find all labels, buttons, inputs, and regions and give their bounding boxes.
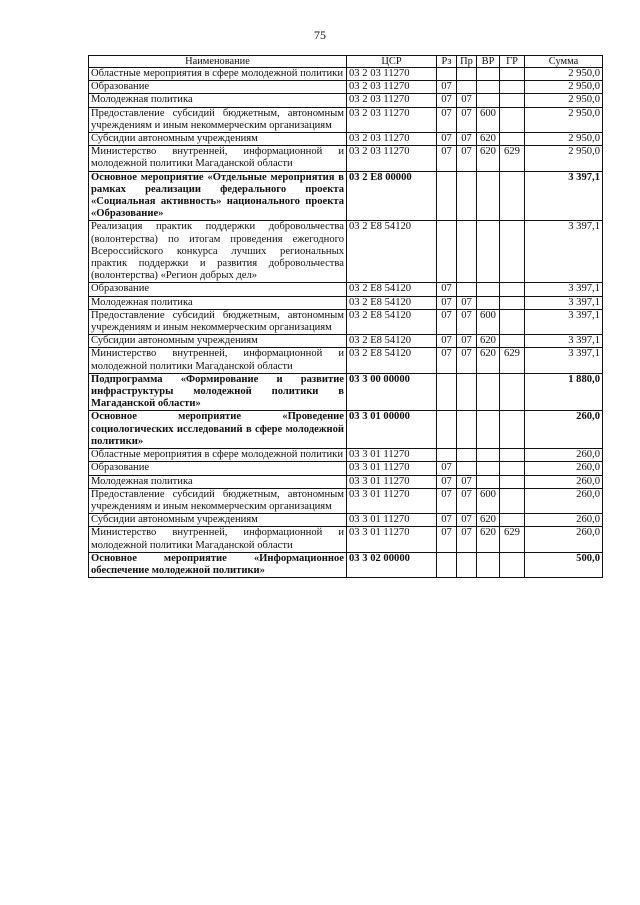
- table-body: [89, 68, 603, 578]
- row-rz-cell: [437, 221, 457, 283]
- row-sum-cell: 260,0: [525, 514, 603, 527]
- row-vr-cell: 600: [477, 309, 500, 334]
- row-rz-cell: 07: [437, 296, 457, 309]
- header-sum: Сумма: [525, 56, 603, 68]
- row-pr-cell: 07: [457, 309, 477, 334]
- row-csr-cell: 03 3 00 00000: [347, 373, 437, 411]
- row-sum-cell: 3 397,1: [525, 296, 603, 309]
- row-sum-cell: 500,0: [525, 552, 603, 577]
- row-sum-cell: 2 950,0: [525, 146, 603, 171]
- row-name-cell: Предоставление субсидий бюджетным, автономным учреждениям и иным некоммерческим организациям: [89, 488, 347, 513]
- row-sum-cell: 260,0: [525, 527, 603, 552]
- row-gr-cell: 629: [500, 527, 525, 552]
- row-pr-cell: 07: [457, 527, 477, 552]
- row-rz-cell: 07: [437, 488, 457, 513]
- row-vr-cell: 620: [477, 514, 500, 527]
- row-sum-cell: 2 950,0: [525, 94, 603, 107]
- row-name-cell: Министерство внутренней, информационной и молодежной политики Магаданской области: [89, 146, 347, 171]
- table-header-row: [89, 56, 603, 68]
- row-sum-cell: 1 880,0: [525, 373, 603, 411]
- table-row: [89, 335, 603, 348]
- row-rz-cell: [437, 373, 457, 411]
- row-pr-cell: 07: [457, 107, 477, 132]
- row-vr-cell: [477, 81, 500, 94]
- row-gr-cell: [500, 449, 525, 462]
- table-row: [89, 514, 603, 527]
- row-name-cell: Предоставление субсидий бюджетным, автономным учреждениям и иным некоммерческим организациям: [89, 309, 347, 334]
- row-name-cell: Основное мероприятие «Информационное обеспечение молодежной политики»: [89, 552, 347, 577]
- row-vr-cell: 620: [477, 348, 500, 373]
- row-name-cell: Основное мероприятие «Проведение социологических исследований в сфере молодежной политики»: [89, 411, 347, 449]
- row-gr-cell: [500, 133, 525, 146]
- row-pr-cell: 07: [457, 475, 477, 488]
- row-name-cell: Молодежная политика: [89, 475, 347, 488]
- row-sum-cell: 260,0: [525, 475, 603, 488]
- row-pr-cell: 07: [457, 146, 477, 171]
- row-rz-cell: 07: [437, 462, 457, 475]
- row-vr-cell: [477, 475, 500, 488]
- row-name-cell: Образование: [89, 81, 347, 94]
- row-csr-cell: 03 3 01 11270: [347, 488, 437, 513]
- row-gr-cell: [500, 335, 525, 348]
- table-row: [89, 348, 603, 373]
- row-gr-cell: [500, 514, 525, 527]
- row-rz-cell: 07: [437, 146, 457, 171]
- row-csr-cell: 03 2 03 11270: [347, 107, 437, 132]
- row-vr-cell: [477, 462, 500, 475]
- table-row: [89, 552, 603, 577]
- row-sum-cell: 260,0: [525, 462, 603, 475]
- table-row: [89, 68, 603, 81]
- row-csr-cell: 03 2 E8 54120: [347, 309, 437, 334]
- row-pr-cell: [457, 411, 477, 449]
- row-rz-cell: [437, 68, 457, 81]
- row-csr-cell: 03 2 E8 54120: [347, 221, 437, 283]
- row-gr-cell: [500, 221, 525, 283]
- row-gr-cell: [500, 171, 525, 221]
- row-gr-cell: [500, 68, 525, 81]
- header-name: Наименование: [89, 56, 347, 68]
- table-row: [89, 171, 603, 221]
- table-row: [89, 527, 603, 552]
- row-csr-cell: 03 2 E8 54120: [347, 296, 437, 309]
- row-name-cell: Областные мероприятия в сфере молодежной политики: [89, 68, 347, 81]
- row-pr-cell: [457, 283, 477, 296]
- header-pr: Пр: [457, 56, 477, 68]
- row-vr-cell: [477, 411, 500, 449]
- budget-table: [88, 55, 603, 578]
- row-pr-cell: 07: [457, 348, 477, 373]
- row-name-cell: Образование: [89, 283, 347, 296]
- row-name-cell: Субсидии автономным учреждениям: [89, 133, 347, 146]
- row-vr-cell: [477, 94, 500, 107]
- row-vr-cell: [477, 552, 500, 577]
- row-rz-cell: 07: [437, 133, 457, 146]
- row-pr-cell: [457, 449, 477, 462]
- row-csr-cell: 03 2 03 11270: [347, 68, 437, 81]
- row-sum-cell: 3 397,1: [525, 283, 603, 296]
- row-csr-cell: 03 2 03 11270: [347, 146, 437, 171]
- table-row: [89, 475, 603, 488]
- row-csr-cell: 03 2 E8 00000: [347, 171, 437, 221]
- row-vr-cell: [477, 449, 500, 462]
- row-sum-cell: 260,0: [525, 488, 603, 513]
- row-name-cell: Реализация практик поддержки добровольчества (волонтерства) по итогам проведения ежегодного Всероссийского конкурса лучших региональных практик поддержки и развития добровольчества (волонтерства) «Регион добрых дел»: [89, 221, 347, 283]
- row-rz-cell: 07: [437, 514, 457, 527]
- row-gr-cell: [500, 552, 525, 577]
- table-row: [89, 146, 603, 171]
- row-sum-cell: 2 950,0: [525, 133, 603, 146]
- row-name-cell: Образование: [89, 462, 347, 475]
- row-sum-cell: 3 397,1: [525, 171, 603, 221]
- row-csr-cell: 03 3 01 11270: [347, 462, 437, 475]
- row-sum-cell: 260,0: [525, 449, 603, 462]
- row-pr-cell: [457, 81, 477, 94]
- table-row: [89, 81, 603, 94]
- table-row: [89, 94, 603, 107]
- row-gr-cell: [500, 94, 525, 107]
- row-pr-cell: 07: [457, 488, 477, 513]
- row-name-cell: Министерство внутренней, информационной и молодежной политики Магаданской области: [89, 527, 347, 552]
- table-row: [89, 296, 603, 309]
- row-pr-cell: [457, 373, 477, 411]
- row-csr-cell: 03 2 03 11270: [347, 94, 437, 107]
- row-pr-cell: 07: [457, 94, 477, 107]
- table-row: [89, 283, 603, 296]
- row-csr-cell: 03 3 01 11270: [347, 527, 437, 552]
- row-rz-cell: [437, 411, 457, 449]
- table-row: [89, 373, 603, 411]
- row-gr-cell: 629: [500, 348, 525, 373]
- row-sum-cell: 3 397,1: [525, 335, 603, 348]
- row-vr-cell: 620: [477, 146, 500, 171]
- row-csr-cell: 03 3 01 00000: [347, 411, 437, 449]
- row-gr-cell: [500, 283, 525, 296]
- row-pr-cell: 07: [457, 296, 477, 309]
- row-gr-cell: [500, 373, 525, 411]
- row-vr-cell: [477, 373, 500, 411]
- table-row: [89, 411, 603, 449]
- row-csr-cell: 03 2 E8 54120: [347, 283, 437, 296]
- row-pr-cell: [457, 68, 477, 81]
- row-csr-cell: 03 2 E8 54120: [347, 348, 437, 373]
- row-csr-cell: 03 2 E8 54120: [347, 335, 437, 348]
- row-vr-cell: 600: [477, 488, 500, 513]
- row-name-cell: Основное мероприятие «Отдельные мероприятия в рамках реализации федерального проекта «Социальная активность» национального проекта «Образование»: [89, 171, 347, 221]
- row-name-cell: Предоставление субсидий бюджетным, автономным учреждениям и иным некоммерческим организациям: [89, 107, 347, 132]
- row-rz-cell: 07: [437, 348, 457, 373]
- row-rz-cell: 07: [437, 309, 457, 334]
- row-sum-cell: 3 397,1: [525, 348, 603, 373]
- row-rz-cell: 07: [437, 283, 457, 296]
- row-gr-cell: [500, 462, 525, 475]
- row-sum-cell: 2 950,0: [525, 107, 603, 132]
- row-csr-cell: 03 2 03 11270: [347, 133, 437, 146]
- row-pr-cell: [457, 221, 477, 283]
- table-row: [89, 449, 603, 462]
- row-rz-cell: 07: [437, 94, 457, 107]
- header-gr: ГР: [500, 56, 525, 68]
- row-csr-cell: 03 2 03 11270: [347, 81, 437, 94]
- table-row: [89, 107, 603, 132]
- row-sum-cell: 2 950,0: [525, 81, 603, 94]
- row-rz-cell: [437, 171, 457, 221]
- row-name-cell: Областные мероприятия в сфере молодежной политики: [89, 449, 347, 462]
- page-number: 75: [314, 28, 326, 42]
- row-rz-cell: [437, 552, 457, 577]
- row-vr-cell: [477, 171, 500, 221]
- row-rz-cell: 07: [437, 335, 457, 348]
- row-vr-cell: 620: [477, 335, 500, 348]
- row-vr-cell: [477, 296, 500, 309]
- row-sum-cell: 2 950,0: [525, 68, 603, 81]
- row-gr-cell: [500, 475, 525, 488]
- row-vr-cell: [477, 68, 500, 81]
- row-pr-cell: [457, 171, 477, 221]
- row-pr-cell: 07: [457, 514, 477, 527]
- row-vr-cell: 600: [477, 107, 500, 132]
- row-sum-cell: 3 397,1: [525, 309, 603, 334]
- row-csr-cell: 03 3 02 00000: [347, 552, 437, 577]
- row-name-cell: Субсидии автономным учреждениям: [89, 335, 347, 348]
- row-rz-cell: 07: [437, 475, 457, 488]
- header-csr: ЦСР: [347, 56, 437, 68]
- row-gr-cell: [500, 309, 525, 334]
- table-row: [89, 133, 603, 146]
- row-name-cell: Субсидии автономным учреждениям: [89, 514, 347, 527]
- row-rz-cell: 07: [437, 81, 457, 94]
- header-rz: Рз: [437, 56, 457, 68]
- table-row: [89, 488, 603, 513]
- row-pr-cell: [457, 462, 477, 475]
- row-name-cell: Молодежная политика: [89, 296, 347, 309]
- row-name-cell: Подпрограмма «Формирование и развитие инфраструктуры молодежной политики в Магаданской области»: [89, 373, 347, 411]
- row-csr-cell: 03 3 01 11270: [347, 514, 437, 527]
- row-rz-cell: [437, 449, 457, 462]
- row-name-cell: Молодежная политика: [89, 94, 347, 107]
- row-gr-cell: [500, 411, 525, 449]
- row-sum-cell: 3 397,1: [525, 221, 603, 283]
- row-name-cell: Министерство внутренней, информационной и молодежной политики Магаданской области: [89, 348, 347, 373]
- row-gr-cell: [500, 296, 525, 309]
- row-pr-cell: 07: [457, 335, 477, 348]
- row-gr-cell: [500, 81, 525, 94]
- table-row: [89, 309, 603, 334]
- row-gr-cell: [500, 107, 525, 132]
- row-gr-cell: [500, 488, 525, 513]
- row-sum-cell: 260,0: [525, 411, 603, 449]
- row-vr-cell: 620: [477, 527, 500, 552]
- row-gr-cell: 629: [500, 146, 525, 171]
- row-rz-cell: 07: [437, 107, 457, 132]
- row-vr-cell: [477, 221, 500, 283]
- row-vr-cell: 620: [477, 133, 500, 146]
- row-csr-cell: 03 3 01 11270: [347, 475, 437, 488]
- row-pr-cell: [457, 552, 477, 577]
- header-vr: ВР: [477, 56, 500, 68]
- table-row: [89, 221, 603, 283]
- row-rz-cell: 07: [437, 527, 457, 552]
- row-csr-cell: 03 3 01 11270: [347, 449, 437, 462]
- row-pr-cell: 07: [457, 133, 477, 146]
- row-vr-cell: [477, 283, 500, 296]
- table-row: [89, 462, 603, 475]
